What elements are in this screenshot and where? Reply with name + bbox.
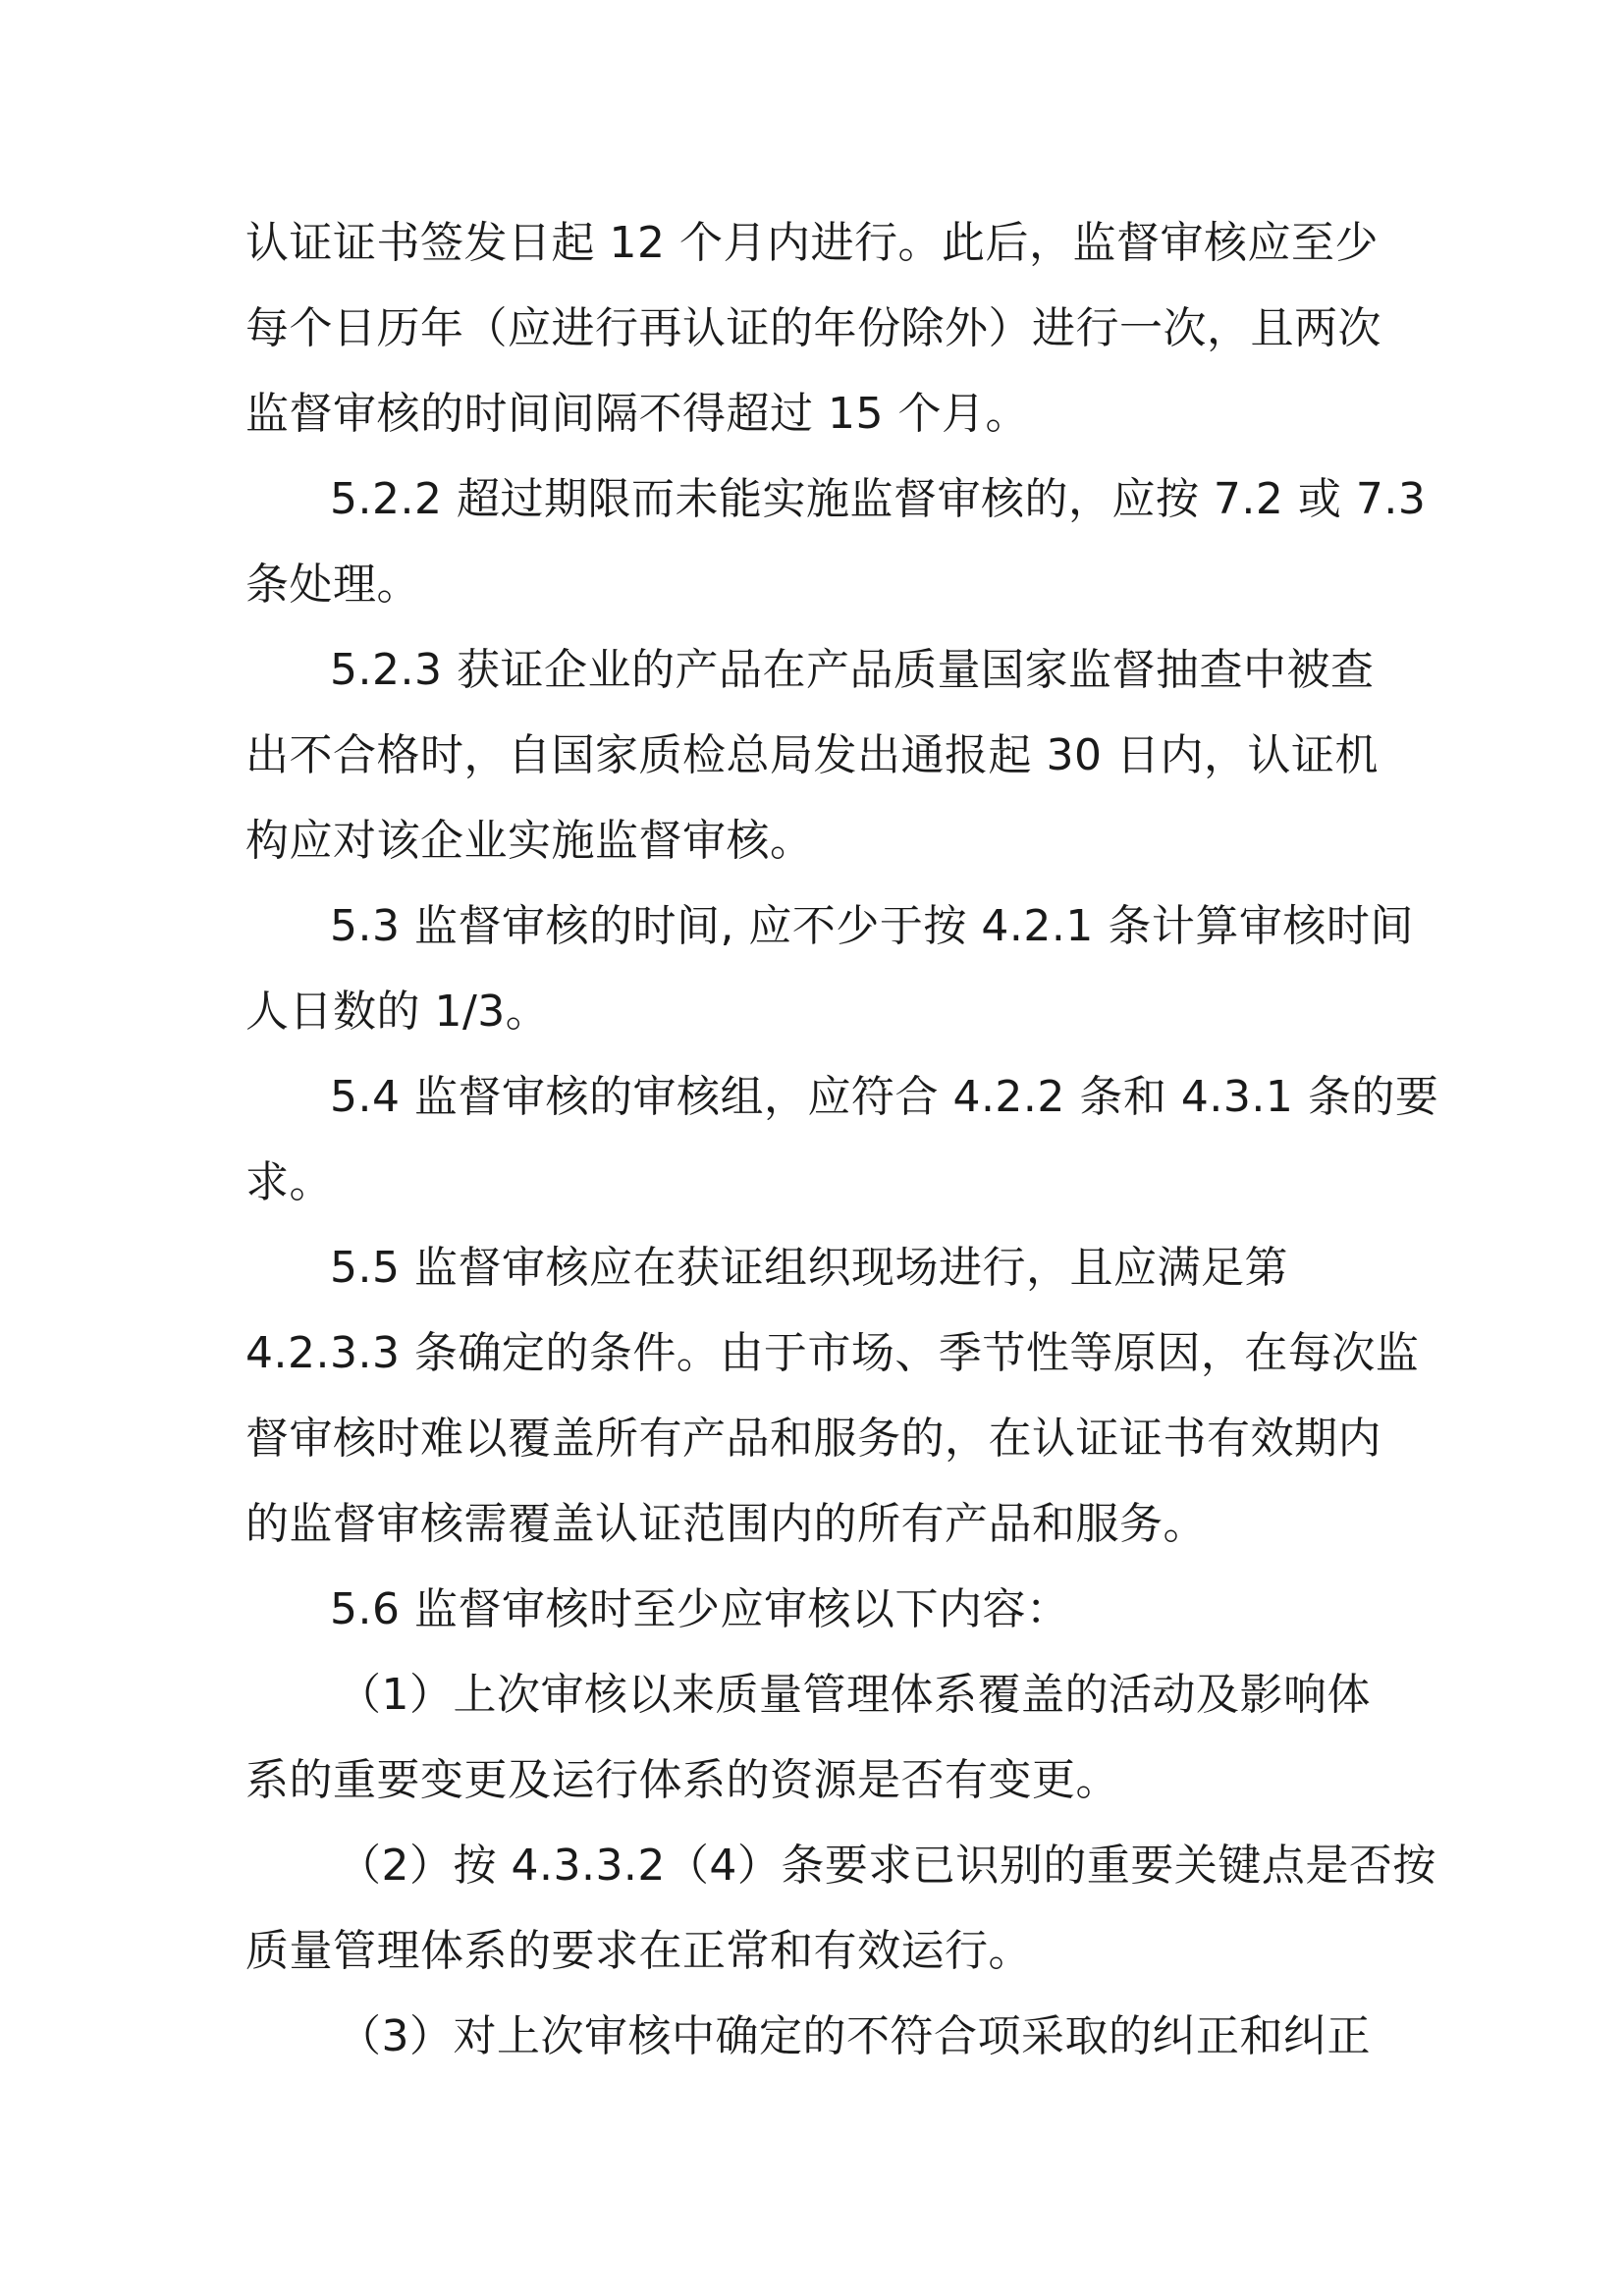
text-line: 4.2.3.3 条确定的条件。由于市场、季节性等原因，在每次监: [245, 1328, 1420, 1378]
text-line: 5.5 监督审核应在获证组织现场进行，且应满足第: [330, 1243, 1288, 1293]
text-line: 构应对该企业实施监督审核。: [245, 816, 814, 866]
text-line: 5.6 监督审核时至少应审核以下内容：: [330, 1584, 1070, 1634]
text-line: 人日数的 1/3。: [245, 987, 550, 1037]
text-line: 5.2.3 获证企业的产品在产品质量国家监督抽查中被查: [330, 645, 1375, 695]
text-line: 求。: [245, 1157, 333, 1207]
text-line: 系的重要变更及运行体系的资源是否有变更。: [245, 1755, 1119, 1805]
text-line: 监督审核的时间间隔不得超过 15 个月。: [245, 389, 1029, 439]
text-line: 认证证书签发日起 12 个月内进行。此后，监督审核应至少: [245, 218, 1379, 268]
text-line: 出不合格时，自国家质检总局发出通报起 30 日内，认证机: [245, 730, 1379, 780]
text-line: （1）上次审核以来质量管理体系覆盖的活动及影响体: [338, 1670, 1371, 1720]
text-line: 的监督审核需覆盖认证范围内的所有产品和服务。: [245, 1499, 1207, 1549]
text-line: （2）按 4.3.3.2（4）条要求已识别的重要关键点是否按: [338, 1841, 1436, 1891]
text-line: 条处理。: [245, 560, 420, 610]
text-line: 每个日历年（应进行再认证的年份除外）进行一次，且两次: [245, 303, 1381, 353]
text-line: 5.4 监督审核的审核组，应符合 4.2.2 条和 4.3.1 条的要: [330, 1072, 1439, 1122]
text-line: （3）对上次审核中确定的不符合项采取的纠正和纠正: [338, 2011, 1371, 2061]
text-line: 5.3 监督审核的时间, 应不少于按 4.2.1 条计算审核时间: [330, 901, 1414, 951]
text-line: 督审核时难以覆盖所有产品和服务的，在认证证书有效期内: [245, 1414, 1381, 1464]
text-line: 质量管理体系的要求在正常和有效运行。: [245, 1926, 1032, 1976]
text-line: 5.2.2 超过期限而未能实施监督审核的，应按 7.2 或 7.3: [330, 474, 1427, 524]
